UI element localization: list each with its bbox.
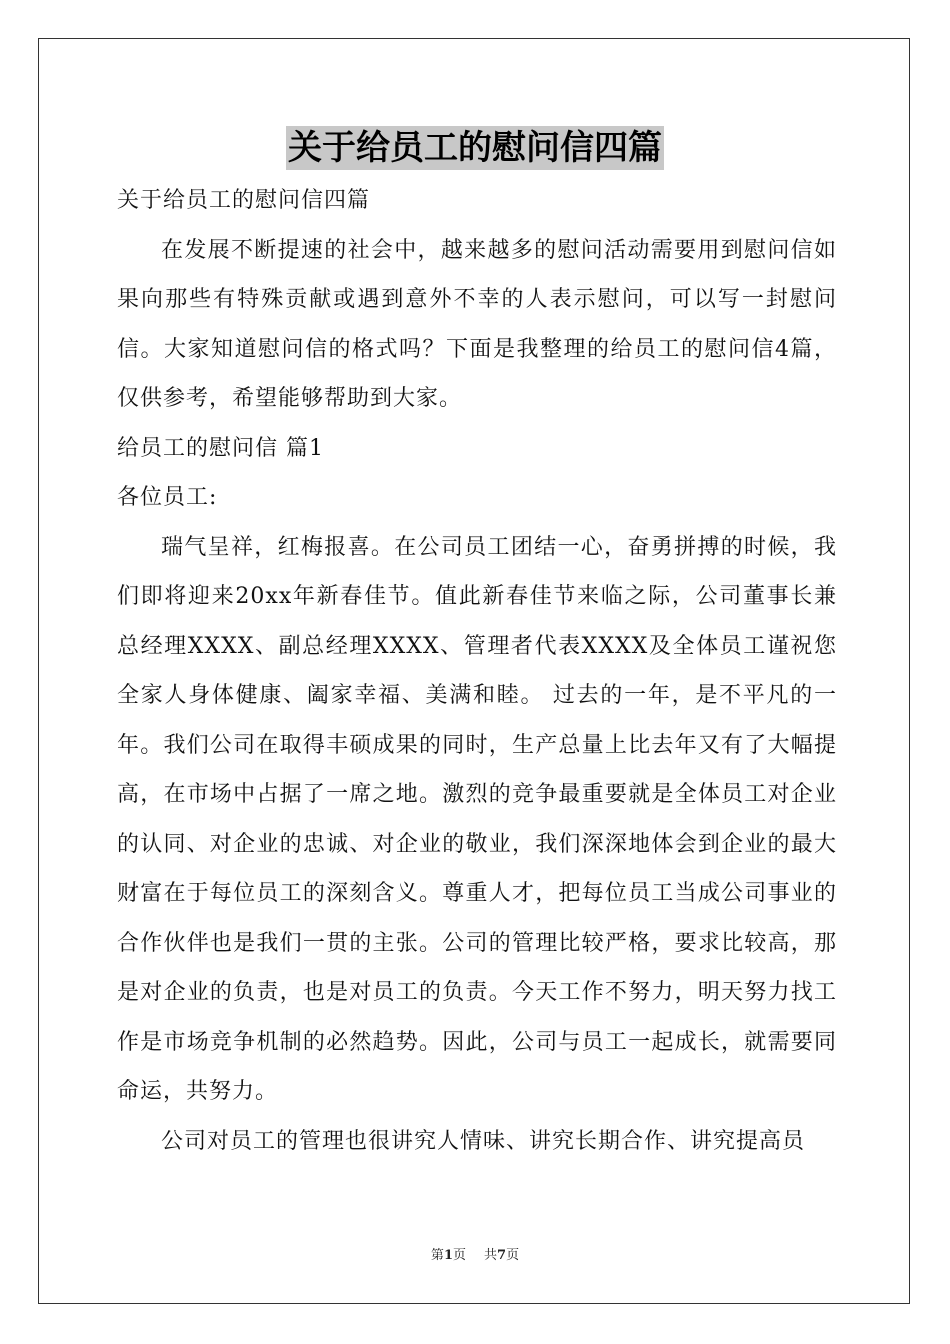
salutation: 各位员工: [117,485,218,510]
page-footer [0,1247,950,1265]
subtitle-paragraph: 关于给员工的慰问信四篇 [117,188,371,213]
document-body [117,176,837,1166]
total-suffix: 页 [506,1248,520,1263]
page-prefix: 第 [430,1248,444,1263]
intro-paragraph: 在发展不断提速的社会中，越来越多的慰问活动需要用到慰问信如果向那些有特殊贡献或遇到意外不幸的人表示慰问，可以写一封慰问信。大家知道慰问信的格式吗？下面是我整理的给员工的慰问信4篇，仅供参考，希望能够帮助到大家。 [117,237,837,411]
total-prefix: 共 [484,1248,498,1263]
body-paragraph: 公司对员工的管理也很讲究人情味、讲究长期合作、讲究提高员 [161,1128,806,1154]
total-pages: 7 [497,1248,507,1263]
page-suffix: 页 [452,1248,466,1263]
section-heading: 给员工的慰问信 篇1 [117,435,324,461]
page-number: 1 [443,1248,453,1263]
title-container [0,126,950,170]
body-paragraph: 瑞气呈祥，红梅报喜。在公司员工团结一心，奋勇拼搏的时候，我们即将迎来20xx年新春佳节。值此新春佳节来临之际，公司董事长兼总经理XXXX、副总经理XXXX、管理者代表XXXX及全体员工谨祝您全家人身体健康、阖家幸福、美满和睦。 过去的一年，是不平凡的一年。我们公司在取得丰硕成果的同时，生产总量上比去年又有了大幅提高，在市场中占据了一席之地。激烈的竞争最重要就是全体员工对企业的认同、对企业的忠诚、对企业的敬业，我们深深地体会到企业的最大财富在于每位员工的深刻含义。尊重人才，把每位员工当成公司事业的合作伙伴也是我们一贯的主张。公司的管理比较严格，要求比较高，那是对企业的负责，也是对员工的负责。今天工作不努力，明天努力找工作是市场竞争机制的必然趋势。因此，公司与员工一起成长，就需要同命运，共努力。 [117,534,837,1104]
document-title: 关于给员工的慰问信四篇 [288,128,662,168]
